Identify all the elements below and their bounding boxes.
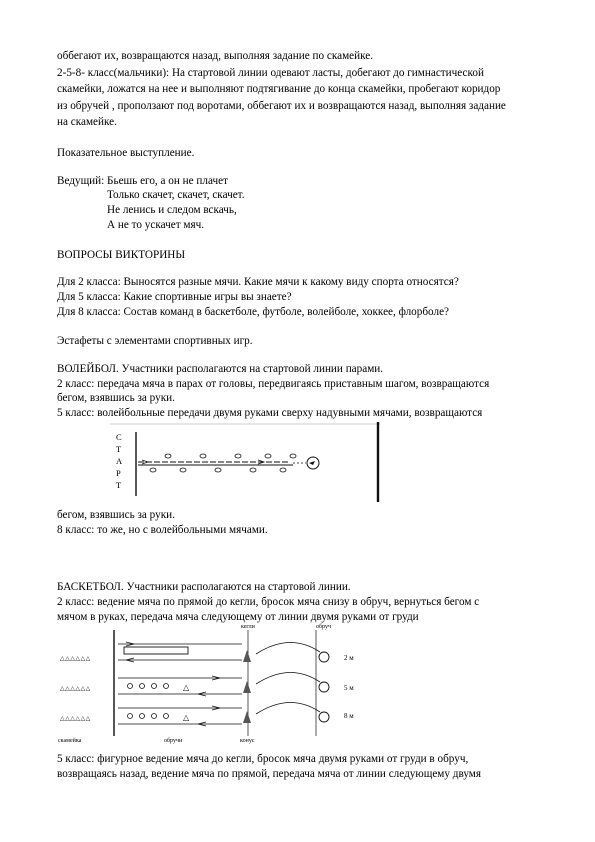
ball-icon	[180, 468, 186, 472]
volleyball-diagram	[108, 420, 384, 504]
text-line: 5 класс: фигурное ведение мяча до кегли, бросок мяча двумя руками от груди в обруч,	[57, 753, 469, 765]
text-line: скамейки, ложатся на нее и выполняют подтягивание до конца скамейки, пробегают коридор	[57, 83, 501, 95]
hoop-icon	[128, 684, 133, 689]
cone-icon	[243, 681, 251, 693]
text-line: бегом, взявшись за руки.	[57, 509, 175, 521]
ball-icon	[150, 468, 156, 472]
start-letter: Т	[116, 480, 122, 490]
distance-label: 2 м	[344, 654, 354, 662]
ball-icon	[250, 468, 256, 472]
text-line: Для 8 класса: Состав команд в баскетболе, футболе, волейболе, хоккее, флорболе?	[57, 306, 449, 318]
text-line: возвращаясь назад, ведение мяча по прямой, передача мяча от линии следующему двумя	[57, 768, 482, 780]
player-icon: △	[183, 683, 190, 692]
text-line: Эстафеты с элементами спортивных игр.	[57, 335, 253, 347]
start-letter: А	[116, 456, 123, 466]
label-skameyka: скамейка	[58, 738, 82, 744]
start-letter: Т	[116, 444, 122, 454]
hoop-icon	[164, 714, 169, 719]
cone-icon	[243, 650, 251, 662]
ball-icon	[265, 454, 271, 458]
player-icon: △	[183, 713, 190, 722]
hoop-icon	[319, 652, 329, 662]
hoop-icon	[140, 684, 145, 689]
label-obruchi: обручи	[164, 738, 183, 744]
text-line: 2 класс: ведение мяча по прямой до кегли, бросок мяча снизу в обруч, вернуться бегом с	[57, 596, 480, 608]
throw-arc	[256, 672, 320, 684]
section-heading: БАСКЕТБОЛ. Участники располагаются на стартовой линии.	[57, 581, 351, 593]
hoop-icon	[164, 684, 169, 689]
text-line: мячом в руках, передача мяча следующему от линии двумя руками от груди	[57, 611, 419, 623]
ball-icon	[290, 454, 296, 458]
label-konus: конус	[240, 738, 255, 744]
text-line: из обручей , проползают под воротами, оббегают их и возвращаются назад, выполняя задание	[57, 100, 506, 112]
hoop-icon	[319, 712, 329, 722]
text-line: 2-5-8- класс(мальчики): На стартовой линии одевают ласты, добегают до гимнастической	[57, 67, 484, 79]
text-line: 8 класс: то же, но с волейбольными мячами.	[57, 524, 268, 536]
team-row-icon: △△△△△△	[60, 686, 91, 692]
hoop-icon	[140, 714, 145, 719]
text-line: Для 5 класса: Какие спортивные игры вы знаете?	[57, 291, 292, 303]
section-heading: ВОПРОСЫ ВИКТОРИНЫ	[57, 249, 186, 261]
arrow-icon	[309, 461, 315, 465]
team-row-icon: △△△△△△	[60, 716, 91, 722]
section-heading: ВОЛЕЙБОЛ. Участники располагаются на стартовой линии парами.	[57, 363, 384, 375]
ball-icon	[215, 468, 221, 472]
ball-icon	[235, 454, 241, 458]
hoop-icon	[319, 682, 329, 692]
ball-icon	[200, 454, 206, 458]
text-line: бегом, взявшись за руки.	[57, 392, 175, 404]
label-obruch: обруч	[316, 624, 331, 630]
start-letter: С	[116, 432, 122, 442]
hoop-icon	[128, 714, 133, 719]
poem-line: Только скачет, скачет, скачет.	[107, 189, 245, 201]
text-line: 2 класс: передача мяча в парах от головы, передвигаясь приставным шагом, возвращаются	[57, 378, 490, 390]
text-line: оббегают их, возвращаются назад, выполняя задание по скамейке.	[57, 50, 374, 62]
cone-icon	[243, 711, 251, 723]
bench-icon	[124, 647, 188, 654]
throw-arc	[256, 642, 320, 654]
text-line: на скамейке.	[57, 116, 117, 128]
distance-label: 5 м	[344, 684, 354, 692]
hoop-icon	[152, 684, 157, 689]
label-kegli: кегли	[241, 624, 255, 630]
text-line: 5 класс: волейбольные передачи двумя руками сверху надувными мячами, возвращаются	[57, 407, 483, 419]
ball-icon	[280, 468, 286, 472]
ball-icon	[165, 454, 171, 458]
hoop-icon	[152, 714, 157, 719]
team-row-icon: △△△△△△	[60, 656, 91, 662]
text-line: Показательное выступление.	[57, 147, 195, 159]
throw-arc	[256, 702, 320, 714]
poem-line: Ведущий: Бьешь его, а он не плачет	[57, 175, 228, 187]
poem-line: Не ленись и следом вскачь,	[107, 204, 237, 216]
start-letter: Р	[116, 468, 121, 478]
basketball-diagram	[58, 620, 376, 748]
poem-line: А не то ускачет мяч.	[107, 219, 205, 231]
text-line: Для 2 класса: Выносятся разные мячи. Какие мячи к какому виду спорта относятся?	[57, 276, 459, 288]
distance-label: 8 м	[344, 712, 354, 720]
